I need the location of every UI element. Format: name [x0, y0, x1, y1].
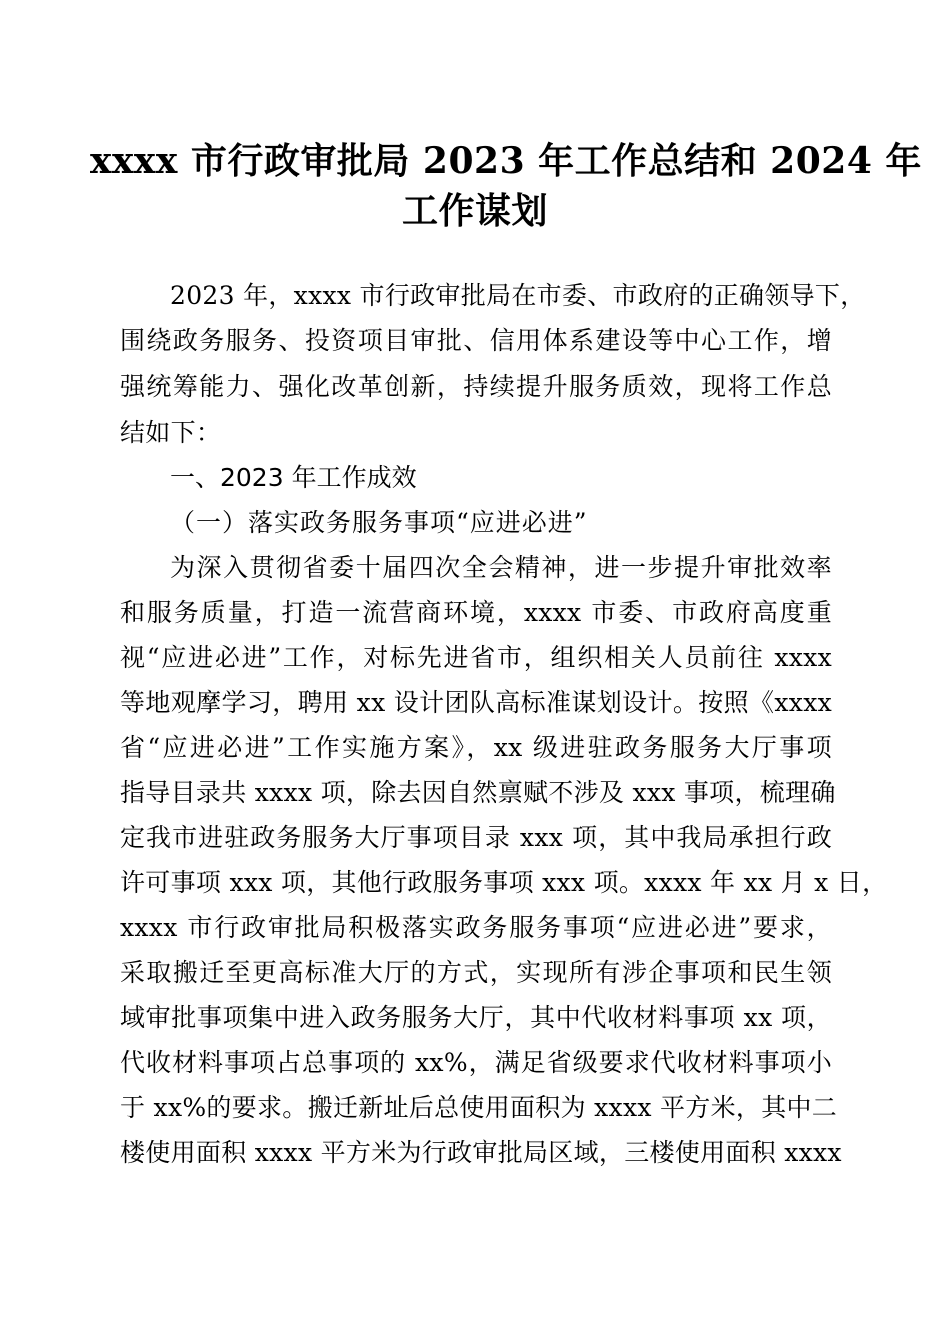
intro-line: 2023 年，xxxx 市行政审批局在市委、市政府的正确领导下， [170, 281, 866, 310]
body-line: xxxx 市行政审批局积极落实政务服务事项“应进必进”要求， [120, 913, 832, 942]
body-line: 省“应进必进”工作实施方案》，xx 级进驻政务服务大厅事项 [120, 733, 832, 762]
body-line: 采取搬迁至更高标准大厅的方式，实现所有涉企事项和民生领 [120, 958, 832, 987]
body-line: 代收材料事项占总事项的 xx%，满足省级要求代收材料事项小 [120, 1048, 832, 1077]
intro-line: 强统筹能力、强化改革创新，持续提升服务质效，现将工作总 [120, 372, 832, 401]
body-line: 为深入贯彻省委十届四次全会精神，进一步提升审批效率 [170, 553, 832, 582]
subsection-heading: （一）落实政务服务事项“应进必进” [170, 508, 588, 537]
section-heading: 一、2023 年工作成效 [170, 463, 417, 492]
title-line-2: 工作谋划 [401, 190, 548, 232]
intro-line: 围绕政务服务、投资项目审批、信用体系建设等中心工作，增 [120, 326, 832, 355]
body-line: 于 xx%的要求。搬迁新址后总使用面积为 xxxx 平方米，其中二 [120, 1093, 838, 1122]
body-line: 域审批事项集中进入政务服务大厅，其中代收材料事项 xx 项， [120, 1003, 832, 1032]
body-line: 和服务质量，打造一流营商环境，xxxx 市委、市政府高度重 [120, 598, 832, 627]
body-line: 视“应进必进”工作，对标先进省市，组织相关人员前往 xxxx [120, 643, 832, 672]
body-line: 等地观摩学习，聘用 xx 设计团队高标准谋划设计。按照《xxxx [120, 688, 832, 717]
body-line: 指导目录共 xxxx 项，除去因自然禀赋不涉及 xxx 事项，梳理确 [120, 778, 836, 807]
body-line: 楼使用面积 xxxx 平方米为行政审批局区域，三楼使用面积 xxxx [120, 1138, 842, 1167]
intro-line: 结如下： [120, 418, 222, 447]
document-title [90, 136, 922, 236]
body-line: 许可事项 xxx 项，其他行政服务事项 xxx 项。xxxx 年 xx 月 x 日， [120, 868, 888, 897]
body-line: 定我市进驻政务服务大厅事项目录 xxx 项，其中我局承担行政 [120, 823, 832, 852]
title-line-1: xxxx 市行政审批局 2023 年工作总结和 2024 年 [90, 140, 922, 182]
